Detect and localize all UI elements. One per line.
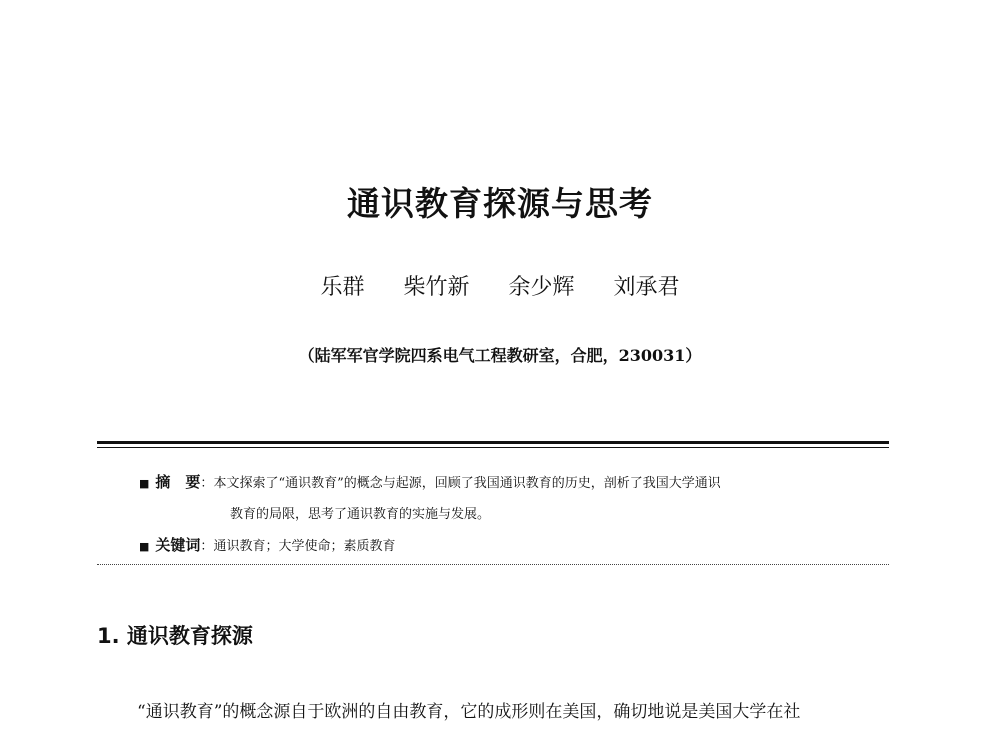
abstract-label: 摘 要 — [155, 473, 201, 491]
abstract-text-line1: 本文探索了“通识教育”的概念与起源，回顾了我国通识教育的历史，剖析了我国大学通识 — [213, 476, 721, 491]
keywords-colon: ： — [200, 539, 214, 554]
abstract-text-line2: 教育的局限，思考了通识教育的实施与发展。 — [230, 507, 491, 522]
abstract-block — [139, 467, 889, 562]
dotted-divider — [97, 564, 889, 565]
square-bullet-icon: ■ — [139, 540, 150, 553]
keywords-line — [139, 530, 889, 562]
abstract-colon: ： — [200, 476, 214, 491]
section-heading: 1. 通识教育探源 — [97, 624, 253, 648]
affiliation: （陆军军官学院四系电气工程教研室，合肥，230031） — [298, 346, 702, 365]
paper-title: 通识教育探源与思考 — [347, 184, 653, 223]
author-list — [0, 270, 1000, 301]
author-name: 柴竹新 — [403, 275, 470, 300]
body-paragraph: “通识教育”的概念源自于欧洲的自由教育，它的成形则在美国，确切地说是美国大学在社 — [137, 702, 801, 722]
author-name: 刘承君 — [613, 275, 680, 300]
abstract-line — [139, 467, 889, 499]
top-thick-rule — [97, 441, 889, 444]
author-name: 乐群 — [320, 275, 365, 300]
keywords-text: 通识教育；大学使命；素质教育 — [213, 539, 396, 554]
top-thin-rule — [97, 447, 889, 448]
square-bullet-icon: ■ — [139, 477, 150, 490]
author-name: 余少辉 — [508, 275, 575, 300]
keywords-label: 关键词 — [155, 536, 201, 554]
